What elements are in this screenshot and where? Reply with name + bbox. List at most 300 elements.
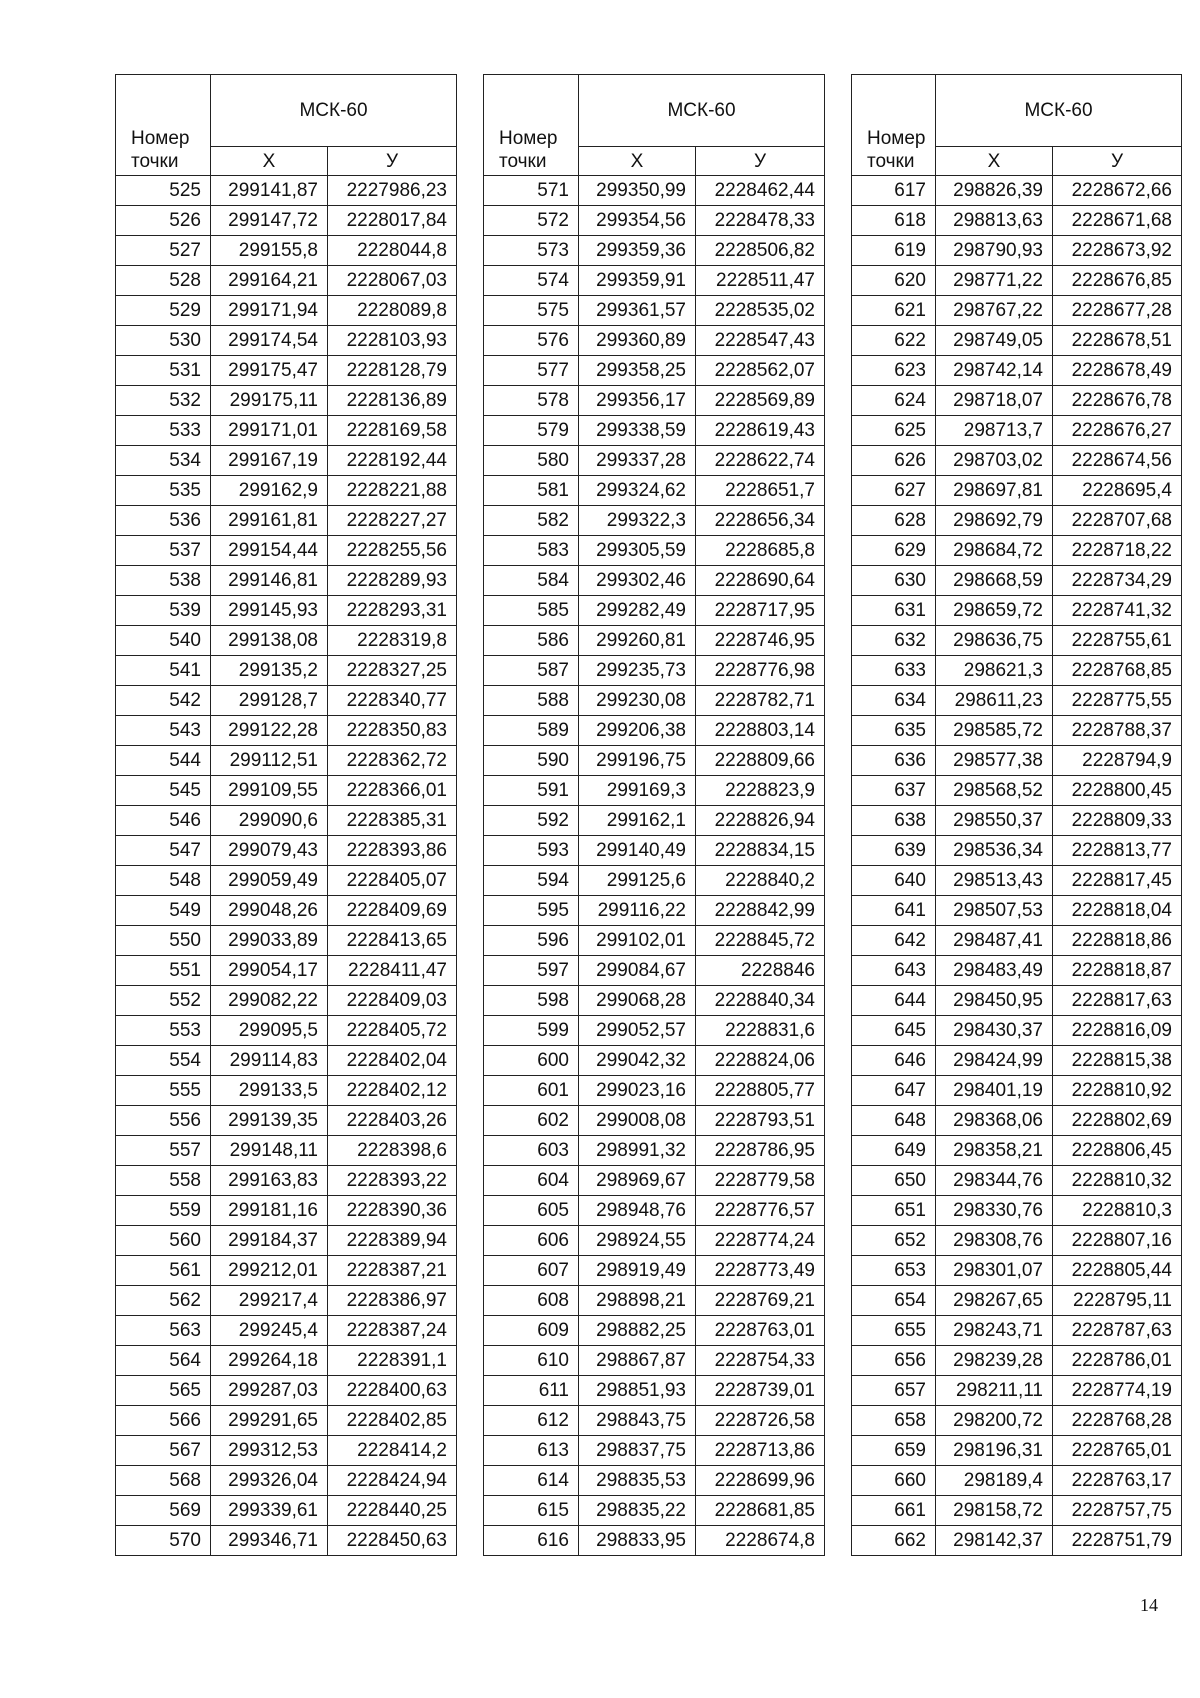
y-coordinate-cell: 2228817,45	[1053, 866, 1182, 896]
y-coordinate-cell: 2228402,04	[328, 1046, 457, 1076]
y-coordinate-cell: 2228807,16	[1053, 1226, 1182, 1256]
y-coordinate-cell: 2228786,01	[1053, 1346, 1182, 1376]
x-coordinate-cell: 298430,37	[936, 1016, 1053, 1046]
y-coordinate-cell: 2228774,24	[696, 1226, 825, 1256]
point-number-cell: 578	[484, 386, 579, 416]
point-number-cell: 582	[484, 506, 579, 536]
table-row	[116, 1406, 457, 1436]
x-coordinate-cell: 298749,05	[936, 326, 1053, 356]
x-coordinate-cell: 299133,5	[211, 1076, 328, 1106]
point-number-cell: 560	[116, 1226, 211, 1256]
point-number-cell: 618	[852, 206, 936, 236]
point-number-cell: 652	[852, 1226, 936, 1256]
x-coordinate-cell: 299235,73	[579, 656, 696, 686]
x-coordinate-cell: 298621,3	[936, 656, 1053, 686]
point-number-cell: 657	[852, 1376, 936, 1406]
table-row	[852, 926, 1182, 956]
point-number-cell: 529	[116, 296, 211, 326]
table-row	[116, 866, 457, 896]
table-row	[852, 986, 1182, 1016]
y-coordinate-cell: 2228547,43	[696, 326, 825, 356]
table-row	[852, 1496, 1182, 1526]
y-coordinate-cell: 2228739,01	[696, 1376, 825, 1406]
table-row	[116, 1436, 457, 1466]
y-coordinate-cell: 2228810,32	[1053, 1166, 1182, 1196]
coordinates-table-3	[851, 74, 1182, 1556]
point-number-cell: 536	[116, 506, 211, 536]
table-row	[484, 596, 825, 626]
x-coordinate-cell: 298924,55	[579, 1226, 696, 1256]
table-row	[116, 296, 457, 326]
point-number-cell: 572	[484, 206, 579, 236]
point-number-cell: 591	[484, 776, 579, 806]
point-number-cell: 644	[852, 986, 936, 1016]
table-row	[852, 1466, 1182, 1496]
y-coordinate-cell: 2228840,34	[696, 986, 825, 1016]
x-coordinate-cell: 299287,03	[211, 1376, 328, 1406]
x-coordinate-cell: 299023,16	[579, 1076, 696, 1106]
point-number-cell: 640	[852, 866, 936, 896]
point-number-cell: 606	[484, 1226, 579, 1256]
table-row	[852, 1196, 1182, 1226]
x-coordinate-cell: 299082,22	[211, 986, 328, 1016]
point-number-cell: 573	[484, 236, 579, 266]
y-coordinate-cell: 2228651,7	[696, 476, 825, 506]
point-number-cell: 552	[116, 986, 211, 1016]
y-coordinate-cell: 2228818,04	[1053, 896, 1182, 926]
table-row	[484, 866, 825, 896]
y-coordinate-cell: 2228400,63	[328, 1376, 457, 1406]
table-row	[116, 626, 457, 656]
point-number-cell: 611	[484, 1376, 579, 1406]
x-coordinate-cell: 298703,02	[936, 446, 1053, 476]
table-row	[484, 536, 825, 566]
point-number-cell: 627	[852, 476, 936, 506]
x-coordinate-cell: 298611,23	[936, 686, 1053, 716]
point-number-cell: 593	[484, 836, 579, 866]
table-row	[484, 236, 825, 266]
point-number-cell: 579	[484, 416, 579, 446]
table-row	[484, 746, 825, 776]
x-coordinate-cell: 298401,19	[936, 1076, 1053, 1106]
x-coordinate-cell: 298487,41	[936, 926, 1053, 956]
table-row	[852, 1046, 1182, 1076]
table-row	[116, 446, 457, 476]
point-number-cell: 604	[484, 1166, 579, 1196]
x-coordinate-cell: 298948,76	[579, 1196, 696, 1226]
point-number-cell: 661	[852, 1496, 936, 1526]
y-coordinate-cell: 2228619,43	[696, 416, 825, 446]
x-coordinate-cell: 299174,54	[211, 326, 328, 356]
x-coordinate-cell: 299102,01	[579, 926, 696, 956]
table-row	[116, 206, 457, 236]
table-row	[484, 1016, 825, 1046]
point-number-cell: 622	[852, 326, 936, 356]
point-number-cell: 526	[116, 206, 211, 236]
table-row	[484, 1526, 825, 1556]
table-row	[484, 1166, 825, 1196]
x-coordinate-cell: 299163,83	[211, 1166, 328, 1196]
table-row	[484, 176, 825, 206]
table-row	[852, 1406, 1182, 1436]
table-row	[116, 1166, 457, 1196]
point-number-cell: 601	[484, 1076, 579, 1106]
x-coordinate-cell: 298867,87	[579, 1346, 696, 1376]
table-row	[484, 1496, 825, 1526]
y-coordinate-cell: 2228393,86	[328, 836, 457, 866]
point-number-cell: 624	[852, 386, 936, 416]
y-coordinate-cell: 2228774,19	[1053, 1376, 1182, 1406]
y-coordinate-cell: 2228387,21	[328, 1256, 457, 1286]
table-row	[484, 446, 825, 476]
table-row	[116, 1016, 457, 1046]
x-coordinate-cell: 298142,37	[936, 1526, 1053, 1556]
point-number-cell: 616	[484, 1526, 579, 1556]
point-number-cell: 647	[852, 1076, 936, 1106]
table-body	[852, 176, 1182, 1556]
point-number-cell: 613	[484, 1436, 579, 1466]
x-coordinate-cell: 298742,14	[936, 356, 1053, 386]
y-coordinate-cell: 2228562,07	[696, 356, 825, 386]
x-coordinate-cell: 298158,72	[936, 1496, 1053, 1526]
point-number-header: Номер точки	[852, 75, 936, 176]
y-coordinate-cell: 2228511,47	[696, 266, 825, 296]
y-coordinate-cell: 2228734,29	[1053, 566, 1182, 596]
table-row	[116, 926, 457, 956]
point-number-cell: 571	[484, 176, 579, 206]
point-number-cell: 600	[484, 1046, 579, 1076]
x-coordinate-cell: 298692,79	[936, 506, 1053, 536]
table-row	[116, 266, 457, 296]
x-coordinate-cell: 299337,28	[579, 446, 696, 476]
table-row	[484, 956, 825, 986]
point-number-cell: 587	[484, 656, 579, 686]
table-row	[852, 1226, 1182, 1256]
table-row	[852, 866, 1182, 896]
table-row	[852, 326, 1182, 356]
table-row	[484, 386, 825, 416]
table-row	[116, 1136, 457, 1166]
table-row	[484, 626, 825, 656]
point-number-cell: 559	[116, 1196, 211, 1226]
point-number-cell: 568	[116, 1466, 211, 1496]
point-number-cell: 537	[116, 536, 211, 566]
y-coordinate-cell: 2228809,66	[696, 746, 825, 776]
y-coordinate-cell: 2228402,85	[328, 1406, 457, 1436]
table-row	[116, 806, 457, 836]
y-coordinate-cell: 2228398,6	[328, 1136, 457, 1166]
point-number-cell: 562	[116, 1286, 211, 1316]
x-coordinate-cell: 298969,67	[579, 1166, 696, 1196]
table-row	[116, 716, 457, 746]
point-number-cell: 535	[116, 476, 211, 506]
y-coordinate-cell: 2228676,78	[1053, 386, 1182, 416]
x-coordinate-cell: 299122,28	[211, 716, 328, 746]
y-coordinate-cell: 2228403,26	[328, 1106, 457, 1136]
y-coordinate-cell: 2228707,68	[1053, 506, 1182, 536]
x-coordinate-cell: 299245,4	[211, 1316, 328, 1346]
y-coordinate-cell: 2228672,66	[1053, 176, 1182, 206]
x-coordinate-cell: 298835,22	[579, 1496, 696, 1526]
table-row	[484, 686, 825, 716]
x-coordinate-cell: 299008,08	[579, 1106, 696, 1136]
point-number-cell: 614	[484, 1466, 579, 1496]
x-coordinate-cell: 299095,5	[211, 1016, 328, 1046]
table-row	[484, 326, 825, 356]
table-row	[852, 1076, 1182, 1106]
point-number-cell: 576	[484, 326, 579, 356]
table-row	[484, 206, 825, 236]
table-row	[484, 1106, 825, 1136]
table-row	[116, 416, 457, 446]
x-column-header: Х	[211, 147, 328, 176]
point-number-cell: 575	[484, 296, 579, 326]
table-row	[116, 1196, 457, 1226]
x-coordinate-cell: 299154,44	[211, 536, 328, 566]
point-number-cell: 541	[116, 656, 211, 686]
point-number-cell: 634	[852, 686, 936, 716]
y-coordinate-cell: 2228535,02	[696, 296, 825, 326]
y-coordinate-cell: 2228818,86	[1053, 926, 1182, 956]
y-column-header: У	[328, 147, 457, 176]
y-column-header: У	[1053, 147, 1182, 176]
table-row	[852, 1136, 1182, 1166]
table-row	[116, 836, 457, 866]
y-coordinate-cell: 2228413,65	[328, 926, 457, 956]
point-number-cell: 561	[116, 1256, 211, 1286]
y-coordinate-cell: 2228779,58	[696, 1166, 825, 1196]
y-coordinate-cell: 2228673,92	[1053, 236, 1182, 266]
x-coordinate-cell: 299350,99	[579, 176, 696, 206]
x-coordinate-cell: 299260,81	[579, 626, 696, 656]
point-number-cell: 527	[116, 236, 211, 266]
point-number-cell: 612	[484, 1406, 579, 1436]
x-coordinate-cell: 298568,52	[936, 776, 1053, 806]
table-row	[484, 1406, 825, 1436]
y-coordinate-cell: 2228805,44	[1053, 1256, 1182, 1286]
point-number-cell: 528	[116, 266, 211, 296]
y-coordinate-cell: 2228810,92	[1053, 1076, 1182, 1106]
x-coordinate-cell: 298813,63	[936, 206, 1053, 236]
y-coordinate-cell: 2228768,85	[1053, 656, 1182, 686]
y-coordinate-cell: 2228478,33	[696, 206, 825, 236]
x-coordinate-cell: 298200,72	[936, 1406, 1053, 1436]
point-number-cell: 662	[852, 1526, 936, 1556]
point-number-cell: 580	[484, 446, 579, 476]
x-coordinate-cell: 298308,76	[936, 1226, 1053, 1256]
table-row	[852, 1376, 1182, 1406]
y-coordinate-cell: 2228845,72	[696, 926, 825, 956]
y-coordinate-cell: 2228409,03	[328, 986, 457, 1016]
y-coordinate-cell: 2228788,37	[1053, 716, 1182, 746]
point-number-cell: 658	[852, 1406, 936, 1436]
x-coordinate-cell: 299302,46	[579, 566, 696, 596]
y-coordinate-cell: 2228389,94	[328, 1226, 457, 1256]
table-row	[852, 1286, 1182, 1316]
point-number-cell: 569	[116, 1496, 211, 1526]
x-coordinate-cell: 299135,2	[211, 656, 328, 686]
point-number-cell: 525	[116, 176, 211, 206]
x-coordinate-cell: 299048,26	[211, 896, 328, 926]
x-coordinate-cell: 298636,75	[936, 626, 1053, 656]
y-coordinate-cell: 2228842,99	[696, 896, 825, 926]
y-coordinate-cell: 2228793,51	[696, 1106, 825, 1136]
x-coordinate-cell: 298771,22	[936, 266, 1053, 296]
table-row	[852, 1436, 1182, 1466]
x-coordinate-cell: 299138,08	[211, 626, 328, 656]
x-coordinate-cell: 298368,06	[936, 1106, 1053, 1136]
y-coordinate-cell: 2228169,58	[328, 416, 457, 446]
table-row	[484, 1376, 825, 1406]
table-row	[852, 686, 1182, 716]
x-coordinate-cell: 298713,7	[936, 416, 1053, 446]
point-number-cell: 574	[484, 266, 579, 296]
table-row	[852, 176, 1182, 206]
point-number-cell: 563	[116, 1316, 211, 1346]
y-coordinate-cell: 2228699,96	[696, 1466, 825, 1496]
x-coordinate-cell: 298718,07	[936, 386, 1053, 416]
x-coordinate-cell: 299169,3	[579, 776, 696, 806]
point-number-cell: 564	[116, 1346, 211, 1376]
y-coordinate-cell: 2228806,45	[1053, 1136, 1182, 1166]
table-row	[484, 1226, 825, 1256]
x-coordinate-cell: 299181,16	[211, 1196, 328, 1226]
point-number-header: Номер точки	[116, 75, 211, 176]
table-row	[116, 1076, 457, 1106]
y-coordinate-cell: 2228671,68	[1053, 206, 1182, 236]
y-coordinate-cell: 2228128,79	[328, 356, 457, 386]
table-row	[116, 1316, 457, 1346]
x-coordinate-cell: 299356,17	[579, 386, 696, 416]
point-number-cell: 596	[484, 926, 579, 956]
x-coordinate-cell: 299084,67	[579, 956, 696, 986]
table-row	[116, 1286, 457, 1316]
y-coordinate-cell: 2228803,14	[696, 716, 825, 746]
y-coordinate-cell: 2228815,38	[1053, 1046, 1182, 1076]
y-coordinate-cell: 2228824,06	[696, 1046, 825, 1076]
y-coordinate-cell: 2228674,8	[696, 1526, 825, 1556]
x-coordinate-cell: 299358,25	[579, 356, 696, 386]
table-row	[116, 596, 457, 626]
y-coordinate-cell: 2228763,01	[696, 1316, 825, 1346]
y-coordinate-cell: 2228713,86	[696, 1436, 825, 1466]
point-number-cell: 590	[484, 746, 579, 776]
x-coordinate-cell: 299206,38	[579, 716, 696, 746]
point-number-cell: 555	[116, 1076, 211, 1106]
y-coordinate-cell: 2228424,94	[328, 1466, 457, 1496]
x-coordinate-cell: 299359,91	[579, 266, 696, 296]
y-coordinate-cell: 2228192,44	[328, 446, 457, 476]
x-coordinate-cell: 299139,35	[211, 1106, 328, 1136]
y-coordinate-cell: 2228405,72	[328, 1016, 457, 1046]
point-number-cell: 583	[484, 536, 579, 566]
x-coordinate-cell: 299324,62	[579, 476, 696, 506]
y-coordinate-cell: 2228726,58	[696, 1406, 825, 1436]
x-coordinate-cell: 298833,95	[579, 1526, 696, 1556]
x-coordinate-cell: 299264,18	[211, 1346, 328, 1376]
x-coordinate-cell: 298211,11	[936, 1376, 1053, 1406]
point-number-cell: 653	[852, 1256, 936, 1286]
x-coordinate-cell: 299322,3	[579, 506, 696, 536]
point-number-cell: 592	[484, 806, 579, 836]
y-coordinate-cell: 2228393,22	[328, 1166, 457, 1196]
y-coordinate-cell: 2228386,97	[328, 1286, 457, 1316]
x-coordinate-cell: 298239,28	[936, 1346, 1053, 1376]
x-coordinate-cell: 299148,11	[211, 1136, 328, 1166]
point-number-cell: 598	[484, 986, 579, 1016]
point-number-cell: 615	[484, 1496, 579, 1526]
x-coordinate-cell: 298684,72	[936, 536, 1053, 566]
table-body	[116, 176, 457, 1556]
x-coordinate-cell: 299360,89	[579, 326, 696, 356]
table-row	[116, 1106, 457, 1136]
point-number-cell: 543	[116, 716, 211, 746]
x-coordinate-cell: 299164,21	[211, 266, 328, 296]
x-coordinate-cell: 298483,49	[936, 956, 1053, 986]
point-number-cell: 554	[116, 1046, 211, 1076]
x-coordinate-cell: 298196,31	[936, 1436, 1053, 1466]
x-coordinate-cell: 298450,95	[936, 986, 1053, 1016]
y-coordinate-cell: 2228327,25	[328, 656, 457, 686]
y-coordinate-cell: 2228462,44	[696, 176, 825, 206]
table-row	[116, 1226, 457, 1256]
x-coordinate-cell: 299312,53	[211, 1436, 328, 1466]
table-row	[484, 1286, 825, 1316]
point-number-cell: 641	[852, 896, 936, 926]
point-number-cell: 648	[852, 1106, 936, 1136]
x-coordinate-cell: 298550,37	[936, 806, 1053, 836]
table-row	[116, 1376, 457, 1406]
point-number-cell: 660	[852, 1466, 936, 1496]
point-number-cell: 542	[116, 686, 211, 716]
y-coordinate-cell: 2228741,32	[1053, 596, 1182, 626]
y-coordinate-cell: 2228387,24	[328, 1316, 457, 1346]
page-number: 14	[1140, 1595, 1158, 1615]
table-row	[852, 416, 1182, 446]
x-coordinate-cell: 298767,22	[936, 296, 1053, 326]
table-row	[116, 1346, 457, 1376]
x-coordinate-cell: 299147,72	[211, 206, 328, 236]
x-coordinate-cell: 298243,71	[936, 1316, 1053, 1346]
point-number-cell: 617	[852, 176, 936, 206]
y-coordinate-cell: 2227986,23	[328, 176, 457, 206]
table-row	[484, 296, 825, 326]
y-coordinate-cell: 2228810,3	[1053, 1196, 1182, 1226]
y-coordinate-cell: 2228840,2	[696, 866, 825, 896]
table-row	[852, 1166, 1182, 1196]
point-number-cell: 625	[852, 416, 936, 446]
y-coordinate-cell: 2228751,79	[1053, 1526, 1182, 1556]
x-coordinate-cell: 299359,36	[579, 236, 696, 266]
table-row	[852, 506, 1182, 536]
point-number-cell: 630	[852, 566, 936, 596]
y-coordinate-cell: 2228044,8	[328, 236, 457, 266]
x-coordinate-cell: 299171,94	[211, 296, 328, 326]
table-row	[852, 296, 1182, 326]
point-number-cell: 605	[484, 1196, 579, 1226]
table-row	[116, 776, 457, 806]
point-number-cell: 549	[116, 896, 211, 926]
point-number-cell: 621	[852, 296, 936, 326]
x-coordinate-cell: 298267,65	[936, 1286, 1053, 1316]
table-row	[484, 416, 825, 446]
x-coordinate-cell: 299155,8	[211, 236, 328, 266]
point-number-cell: 565	[116, 1376, 211, 1406]
x-coordinate-cell: 299305,59	[579, 536, 696, 566]
point-number-cell: 550	[116, 926, 211, 956]
point-number-cell: 544	[116, 746, 211, 776]
x-coordinate-cell: 299146,81	[211, 566, 328, 596]
